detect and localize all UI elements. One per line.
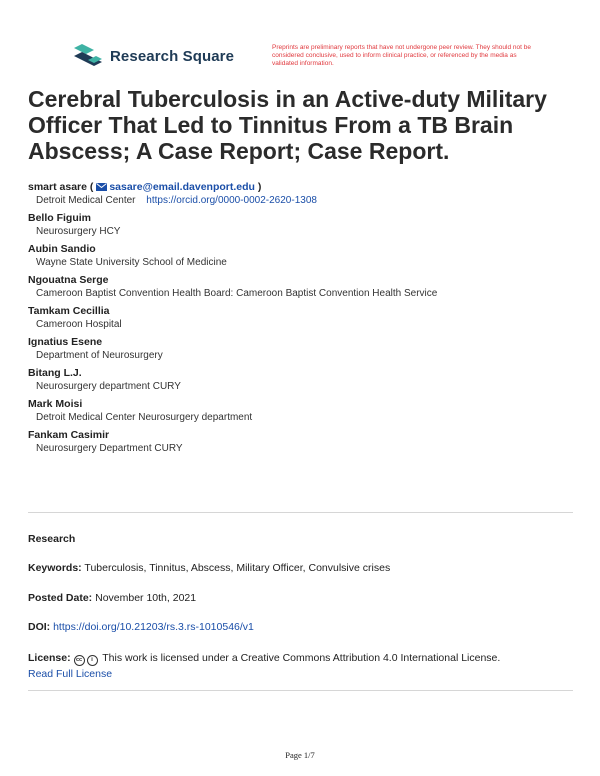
author-affiliation: Neurosurgery HCY bbox=[36, 226, 121, 237]
author-entry bbox=[28, 398, 573, 425]
author-email-link[interactable]: sasare@email.davenport.edu bbox=[109, 181, 255, 193]
author-affiliation: Detroit Medical Center bbox=[36, 195, 136, 206]
orcid-link[interactable]: https://orcid.org/0000-0002-2620-1308 bbox=[146, 195, 317, 206]
research-square-logo[interactable] bbox=[74, 44, 234, 68]
divider bbox=[28, 512, 573, 513]
author-entry bbox=[28, 429, 573, 456]
license-label: License: bbox=[28, 652, 71, 664]
mail-icon bbox=[96, 182, 107, 190]
author-entry bbox=[28, 274, 573, 301]
author-name: Mark Moisi bbox=[28, 398, 83, 410]
preprint-notice: Preprints are preliminary reports that have not undergone peer review. They should not be considered conclusive, used to inform clinical practice, or referenced by the media as validated information. bbox=[272, 44, 531, 67]
author-affiliation: Cameroon Hospital bbox=[36, 319, 122, 330]
author-name: Fankam Casimir bbox=[28, 429, 110, 441]
author-name: Bitang L.J. bbox=[28, 367, 82, 379]
author-affiliation: Wayne State University School of Medicine bbox=[36, 257, 227, 268]
paper-title: Cerebral Tuberculosis in an Active-duty Military Officer That Led to Tinnitus From a TB Brain Abscess; A Case Report; Case Report. bbox=[28, 86, 547, 164]
research-square-logo-icon bbox=[74, 44, 102, 68]
author-entry bbox=[28, 212, 573, 239]
author-affiliation: Neurosurgery department CURY bbox=[36, 381, 181, 392]
page-number: Page 1/7 bbox=[285, 750, 315, 760]
author-entry: smart asare ( sasare@email.davenport.edu ) Detroit Medical Center https://orcid.org/0000-0002-2620-1308 bbox=[28, 181, 317, 206]
author-list bbox=[28, 181, 573, 460]
author-affiliation: Neurosurgery Department CURY bbox=[36, 443, 183, 454]
creative-commons-icon: cc bbox=[74, 655, 85, 666]
posted-date-value: November 10th, 2021 bbox=[95, 592, 197, 604]
author-affiliation: Detroit Medical Center Neurosurgery department bbox=[36, 412, 253, 423]
author-entry bbox=[28, 367, 573, 394]
doi-row bbox=[28, 621, 573, 633]
author-name: Ngouatna Serge bbox=[28, 274, 109, 286]
author-name: smart asare bbox=[28, 181, 87, 193]
doi-label: DOI: bbox=[28, 621, 51, 633]
license-text: This work is licensed under a Creative Commons Attribution 4.0 International License. bbox=[102, 652, 501, 664]
keywords-value: Tuberculosis, Tinnitus, Abscess, Military Officer, Convulsive crises bbox=[84, 562, 391, 574]
author-entry bbox=[28, 305, 573, 332]
author-affiliation: Department of Neurosurgery bbox=[36, 350, 163, 361]
posted-date-row bbox=[28, 592, 573, 604]
read-full-license-link[interactable]: Read Full License bbox=[28, 668, 113, 680]
keywords-label: Keywords: bbox=[28, 562, 82, 574]
attribution-icon: i bbox=[87, 655, 98, 666]
article-category: Research bbox=[28, 533, 76, 545]
author-entry bbox=[28, 336, 573, 363]
license-row bbox=[28, 652, 573, 666]
keywords-row bbox=[28, 562, 573, 574]
author-entry bbox=[28, 243, 573, 270]
posted-date-label: Posted Date: bbox=[28, 592, 93, 604]
author-name: Bello Figuim bbox=[28, 212, 91, 224]
author-affiliation: Cameroon Baptist Convention Health Board: Cameroon Baptist Convention Health Service bbox=[36, 288, 438, 299]
author-name: Aubin Sandio bbox=[28, 243, 96, 255]
divider bbox=[28, 690, 573, 691]
doi-link[interactable]: https://doi.org/10.21203/rs.3.rs-1010546/v1 bbox=[53, 621, 254, 633]
author-name: Ignatius Esene bbox=[28, 336, 103, 348]
logo-text: Research Square bbox=[110, 47, 235, 65]
author-name: Tamkam Cecillia bbox=[28, 305, 110, 317]
